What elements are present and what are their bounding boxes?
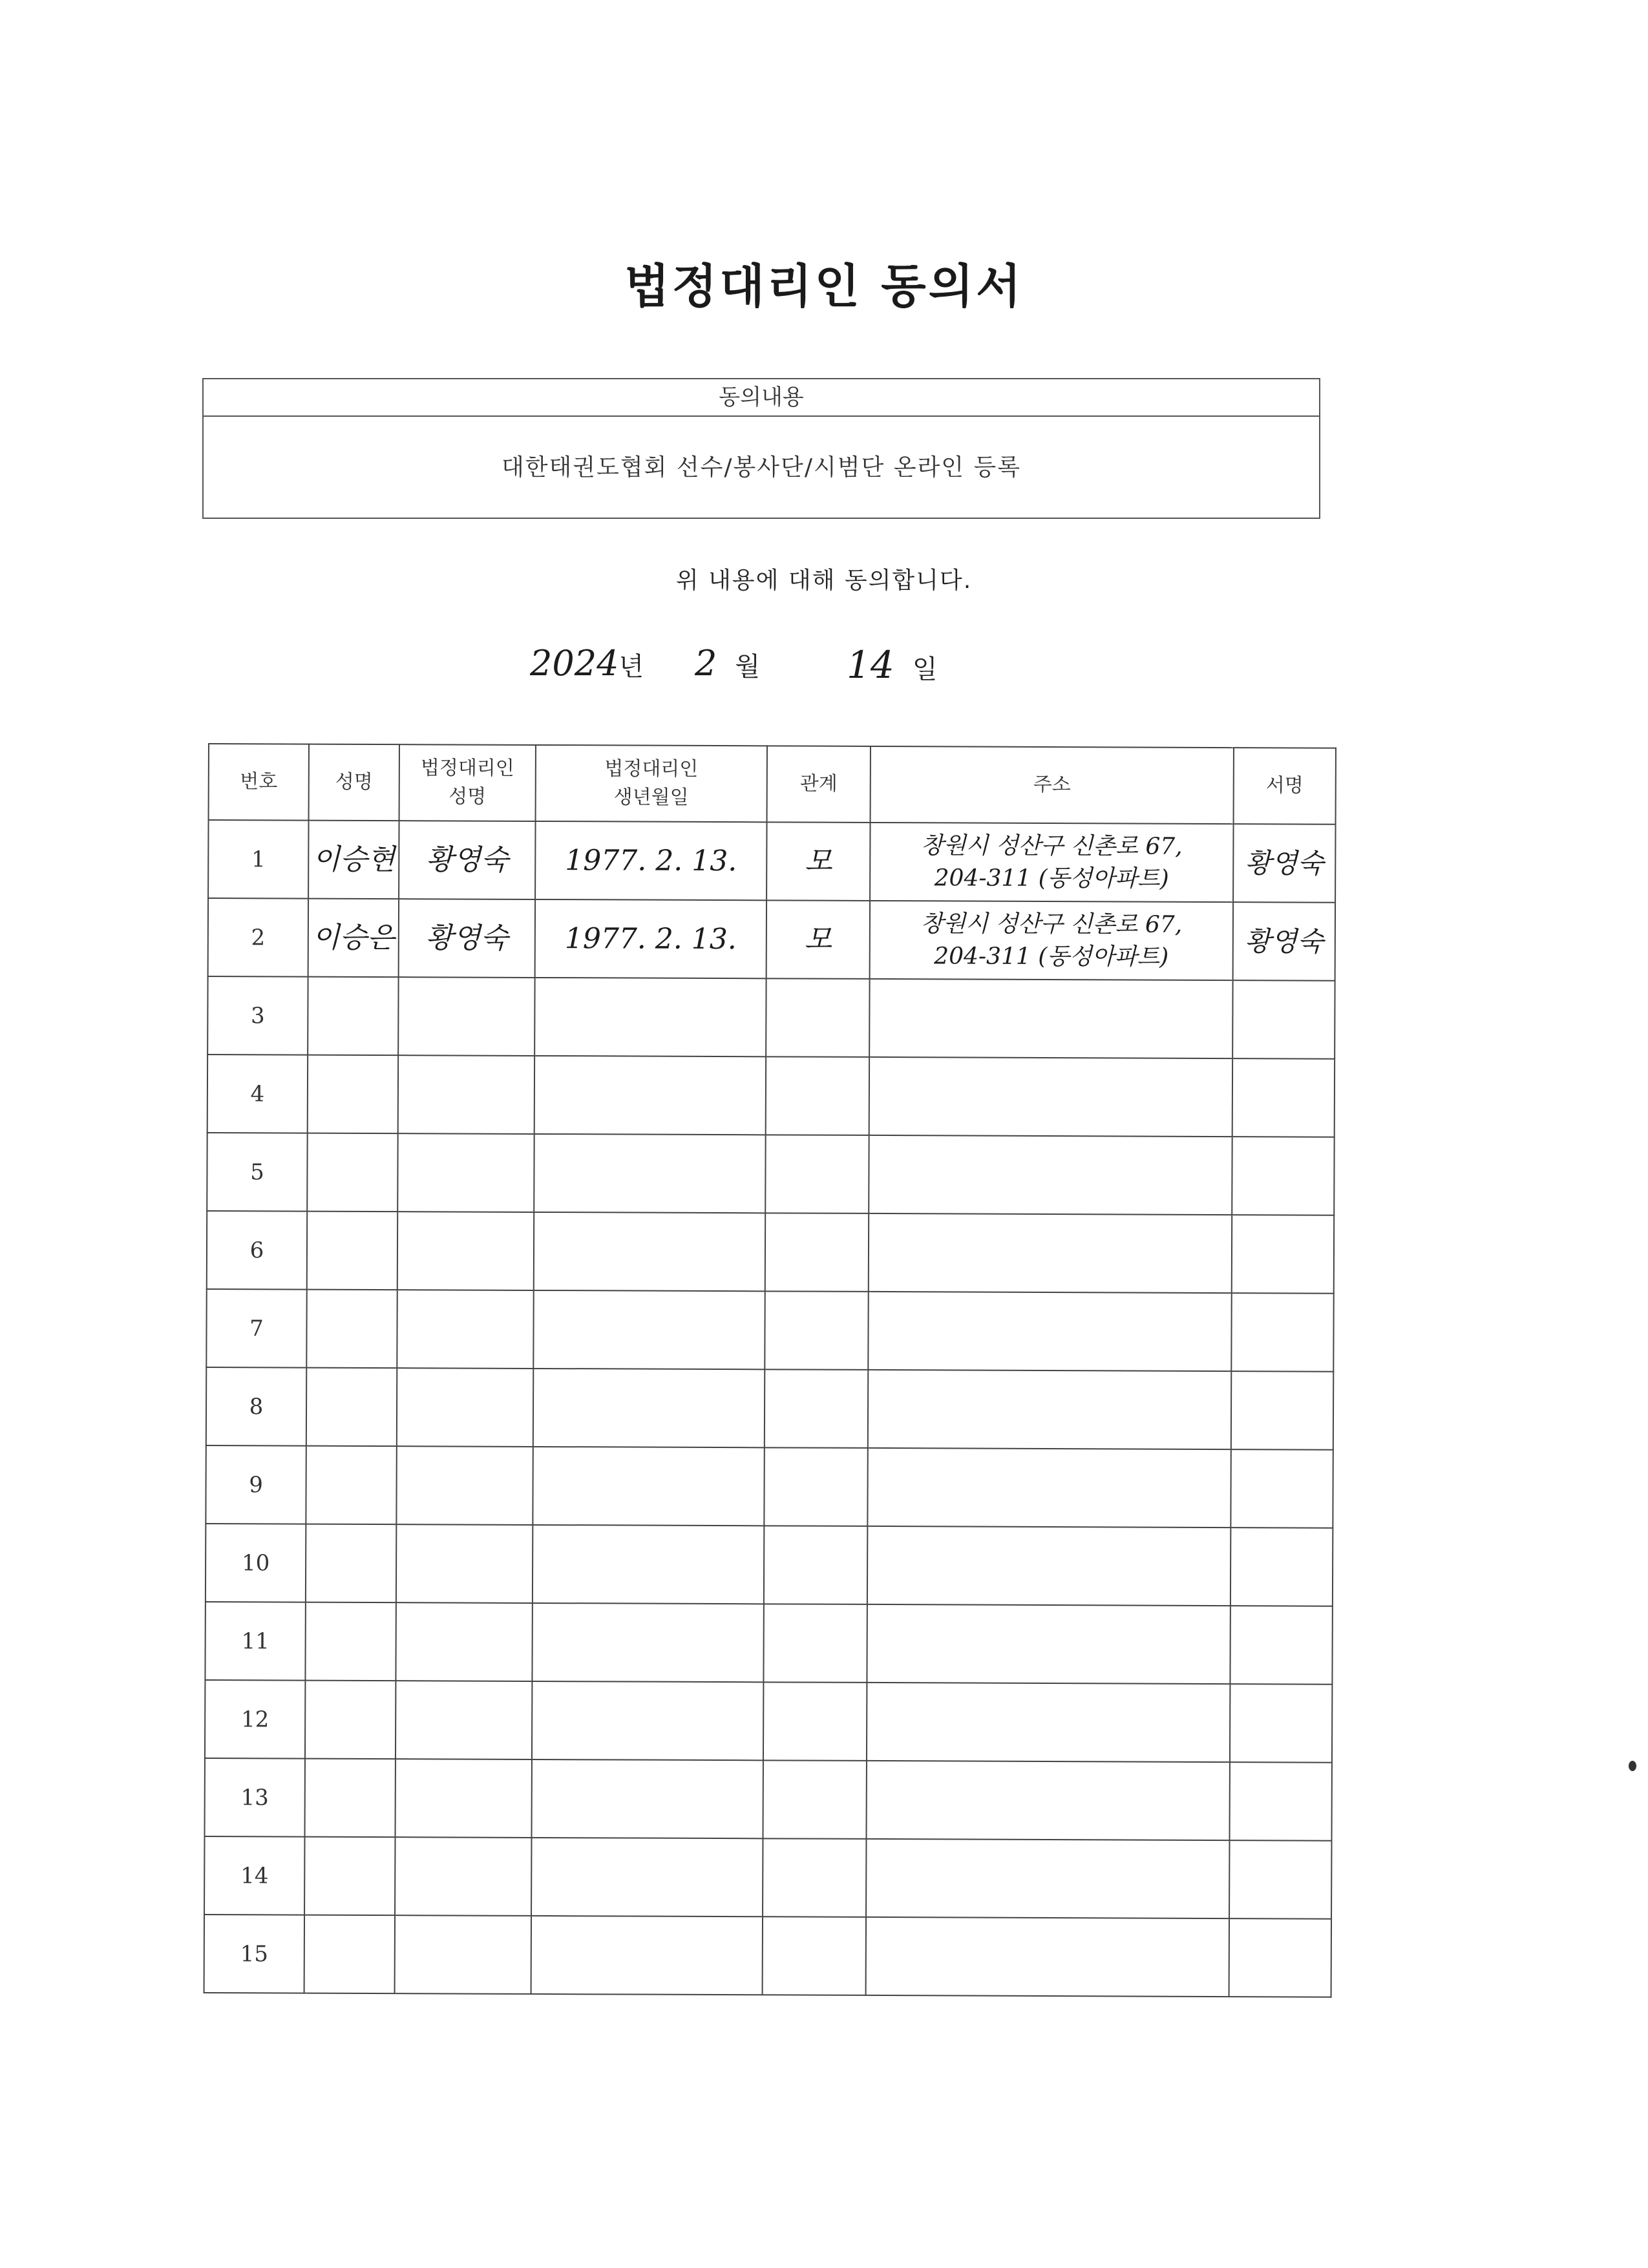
row-no: 2 [208,898,308,977]
row-address-line1: 창원시 성산구 신촌로 67, [920,910,1183,938]
date-month [695,643,760,684]
row-name [308,821,399,899]
row-name [306,1524,396,1603]
row-birth [533,1290,765,1369]
row-birth [535,899,766,978]
table-header-row [209,744,1336,824]
date-year-label: 년 [618,652,644,682]
row-guardian [396,1446,533,1525]
row-guardian [397,1368,533,1447]
row-no: 5 [207,1133,307,1212]
row-no: 10 [206,1524,306,1602]
date-year-value: 2024 [530,643,619,684]
header-name: 성명 [309,744,399,821]
table-row [206,1367,1333,1450]
row-signature [1229,1762,1331,1841]
row-relation [765,1291,868,1370]
row-relation [766,1056,869,1135]
row-guardian [395,1837,531,1916]
row-relation [765,1135,869,1213]
row-guardian [396,1524,533,1603]
row-birth [532,1681,763,1760]
row-relation [763,1604,867,1683]
row-relation [765,1213,869,1292]
date-day-value: 14 [847,643,894,687]
row-relation [766,822,870,901]
row-signature [1231,1293,1333,1372]
row-name [308,1055,398,1134]
consent-content: 대한태권도협회 선수/봉사단/시범단 온라인 등록 [501,454,1022,481]
table-row [205,1758,1332,1841]
row-no: 6 [207,1211,307,1290]
row-address [866,1761,1229,1840]
row-signature [1233,902,1335,981]
row-address-line2: 204-311 (동성아파트) [934,942,1169,971]
row-birth [535,821,766,900]
table-row [204,1836,1331,1919]
row-guardian [397,1133,534,1212]
row-address [869,1135,1232,1215]
header-guardian-name-line2: 성명 [449,785,487,808]
row-guardian [396,1602,532,1681]
row-address [869,1057,1232,1137]
row-no: 1 [208,820,308,899]
row-signature [1232,1137,1334,1215]
header-no: 번호 [209,744,309,821]
row-birth [531,1759,763,1838]
row-guardian [396,1681,532,1759]
row-name [306,1290,397,1369]
table-row [208,898,1335,981]
row-name [304,1837,395,1916]
row-name [308,899,399,978]
row-relation [766,900,870,979]
row-address [869,1213,1232,1293]
row-birth-value: 1977. 2. 13. [564,921,737,956]
row-address [868,1292,1231,1371]
row-guardian [396,1759,532,1838]
row-no: 3 [207,976,308,1055]
table-row [207,1211,1334,1294]
row-address [867,1604,1230,1684]
row-guardian [395,1915,531,1994]
row-relation-value: 모 [804,923,832,956]
row-address [867,1683,1230,1762]
row-signature [1232,980,1335,1059]
row-signature [1230,1684,1332,1763]
row-address [868,1370,1231,1449]
row-signature [1231,1371,1333,1450]
row-no: 12 [205,1680,305,1759]
row-no: 11 [205,1602,305,1681]
date-year [530,643,644,684]
row-signature [1231,1528,1333,1606]
row-guardian [397,1212,534,1290]
date-month-label: 월 [735,652,760,682]
row-guardian [399,821,535,899]
row-no: 15 [204,1915,304,1993]
row-no: 4 [207,1055,308,1133]
row-signature [1229,1918,1331,1997]
row-birth [532,1603,763,1682]
header-guardian-name [399,744,536,821]
row-address [866,1839,1229,1918]
row-address-line1: 창원시 성산구 신촌로 67, [921,832,1183,860]
table-row [206,1524,1333,1606]
row-name [304,1915,395,1994]
table-row [207,976,1335,1059]
row-address [870,823,1233,902]
row-no: 14 [204,1836,304,1915]
table-row [205,1680,1332,1763]
row-signature-value: 황영숙 [1244,925,1324,958]
row-birth [533,1525,764,1604]
row-relation [764,1526,867,1604]
row-relation [763,1682,867,1761]
table-row [207,1055,1335,1137]
header-relation: 관계 [767,746,871,823]
row-address [867,1448,1231,1528]
guardian-table [204,743,1336,1998]
header-guardian-birth [536,745,767,822]
row-guardian [397,1290,533,1369]
row-birth-value: 1977. 2. 13. [565,843,737,877]
row-relation [765,1369,868,1448]
table-row [206,1289,1333,1372]
row-name [305,1602,396,1681]
row-guardian-value: 황영숙 [425,843,509,877]
row-no: 13 [205,1758,305,1837]
header-guardian-birth-line1: 법정대리인 [604,757,699,781]
row-name [305,1681,396,1759]
date-month-value: 2 [695,643,717,684]
row-name [308,977,398,1056]
row-address [867,1526,1231,1606]
row-birth [531,1838,763,1916]
row-birth [531,1916,763,1995]
consent-content-box [202,378,1320,519]
row-signature [1233,824,1335,903]
table-row [208,820,1335,903]
row-signature [1232,1215,1334,1294]
row-name [306,1446,396,1525]
row-name [305,1759,396,1838]
row-birth [534,1134,765,1213]
row-relation [763,1760,866,1839]
row-guardian [398,977,534,1056]
header-guardian-birth-line2: 생년월일 [613,786,689,809]
row-no: 7 [206,1289,306,1368]
consent-header: 동의내용 [204,379,1319,417]
table-row [207,1133,1334,1215]
row-birth [533,1447,764,1526]
row-guardian-value: 황영숙 [425,921,509,955]
row-signature [1231,1449,1333,1528]
row-signature-value: 황영숙 [1245,846,1324,879]
header-guardian-name-line1: 법정대리인 [420,757,514,780]
row-signature [1229,1840,1331,1919]
row-relation [763,1838,866,1917]
table-row [206,1445,1333,1528]
row-relation-value: 모 [804,845,832,878]
row-name [306,1368,397,1447]
header-address: 주소 [871,746,1234,824]
row-address-line2: 204-311 (동성아파트) [934,864,1169,892]
row-relation [764,1447,867,1526]
agreement-statement: 위 내용에 대해 동의합니다. [675,567,973,594]
row-birth [534,978,766,1056]
row-no: 8 [206,1367,306,1446]
page-title: 법정대리인 동의서 [624,259,1024,313]
table-row [204,1915,1331,1997]
row-address [870,901,1233,980]
row-name [307,1133,397,1212]
date-day [847,643,937,687]
row-signature [1230,1606,1332,1685]
row-name [307,1212,397,1290]
row-no: 9 [206,1445,306,1524]
row-birth [533,1369,765,1447]
row-address [866,1917,1229,1997]
row-address [869,979,1232,1058]
row-guardian [399,899,535,978]
row-birth [534,1212,765,1291]
row-birth [534,1056,766,1135]
row-relation [763,1916,866,1995]
row-signature [1232,1058,1335,1137]
table-row [205,1602,1332,1685]
scan-speck [1629,1761,1636,1771]
row-relation [766,978,869,1057]
row-guardian [398,1055,534,1134]
row-name-value: 이승현 [312,843,396,876]
date-day-label: 일 [912,655,938,684]
header-signature: 서명 [1234,748,1336,824]
row-name-value: 이승은 [312,921,395,954]
